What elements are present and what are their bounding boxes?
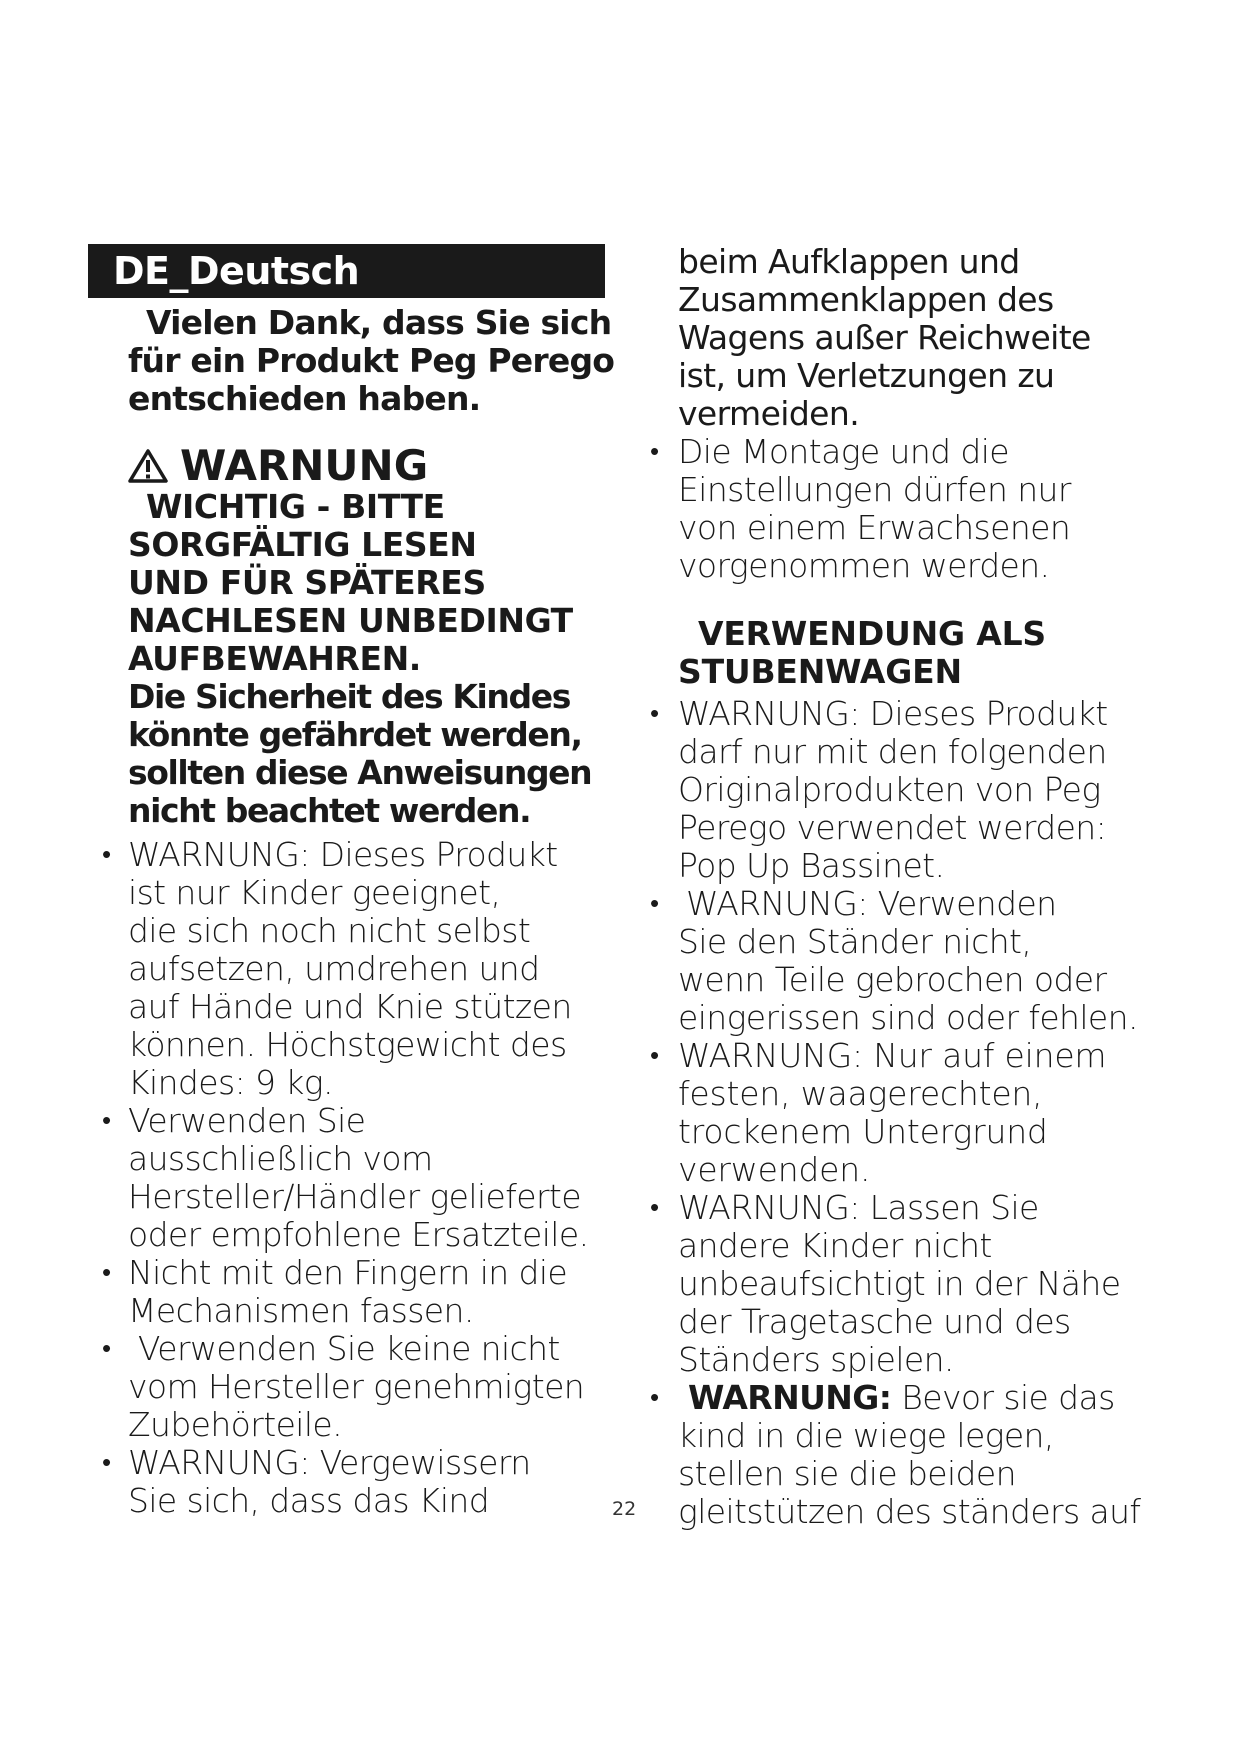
warning-triangle-icon: [128, 449, 168, 483]
list-item: • WARNUNG: Bevor sie das kind in die wiege legen, stellen sie die beiden gleitstützen des ständers auf: [660, 1379, 1180, 1531]
right-column: [660, 243, 1180, 1531]
list-item: • WARNUNG: Verwenden Sie den Ständer nicht, wenn Teile gebrochen oder eingerissen sind oder fehlen.: [660, 885, 1180, 1037]
right-list-2: [660, 695, 1180, 1531]
list-item: • Verwenden Sie keine nicht vom Hersteller genehmigten Zubehörteile.: [88, 1330, 618, 1444]
list-item: • WARNUNG: Lassen Sie andere Kinder nicht unbeaufsichtigt in der Nähe der Tragetasche und des Ständers spielen.: [660, 1189, 1180, 1379]
language-header: DE_Deutsch: [88, 244, 605, 298]
section-title: VERWENDUNG ALS STUBENWAGEN: [678, 614, 1046, 691]
list-item: • WARNUNG: Vergewissern Sie sich, dass das Kind: [88, 1444, 618, 1520]
left-warning-list: [88, 836, 618, 1520]
list-item: • Verwenden Sie ausschließlich vom Hersteller/Händler gelieferte oder empfohlene Ersatzteile.: [88, 1102, 618, 1254]
thank-you-text: Vielen Dank, dass Sie sich für ein Produkt Peg Perego entschieden haben.: [128, 303, 615, 418]
list-item: • WARNUNG: Dieses Produkt darf nur mit den folgenden Originalprodukten von Peg Perego verwendet werden: Pop Up Bassinet.: [660, 695, 1180, 885]
right-list-1: [660, 433, 1180, 585]
list-item: • Nicht mit den Fingern in die Mechanismen fassen.: [88, 1254, 618, 1330]
list-item: • Die Montage und die Einstellungen dürfen nur von einem Erwachsenen vorgenommen werden.: [660, 433, 1180, 585]
page-number: 22: [612, 1498, 637, 1520]
list-item: • WARNUNG: Nur auf einem festen, waagerechten, trockenem Untergrund verwenden.: [660, 1037, 1180, 1189]
safety-notice: Die Sicherheit des Kindes könnte gefährdet werden, sollten diese Anweisungen nicht beachtet werden.: [128, 677, 592, 830]
left-column: [88, 244, 618, 1520]
warning-title: WARNUNG: [128, 444, 618, 488]
important-notice: WICHTIG - BITTE SORGFÄLTIG LESEN UND FÜR SPÄTERES NACHLESEN UNBEDINGT AUFBEWAHREN.: [128, 487, 573, 678]
list-item: • WARNUNG: Dieses Produkt ist nur Kinder geeignet, die sich noch nicht selbst aufsetzen, umdrehen und auf Hände und Knie stützen können. Höchstgewicht des Kindes: 9 kg.: [88, 836, 618, 1102]
continued-text: beim Aufklappen und Zusammenklappen des Wagens außer Reichweite ist, um Verletzungen zu vermeiden.: [678, 242, 1091, 433]
